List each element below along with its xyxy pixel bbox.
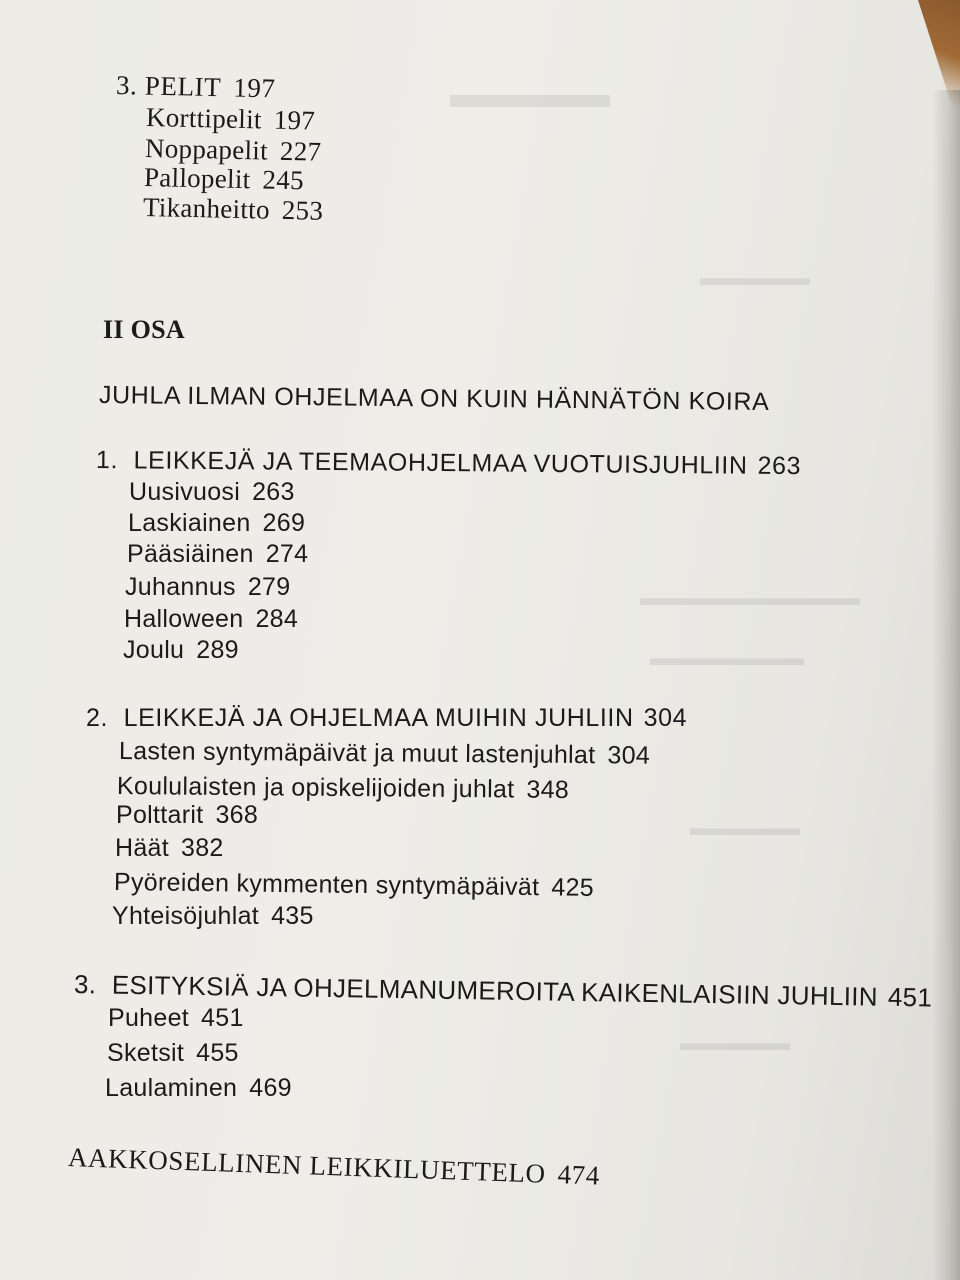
bleed-through-mark: ▬▬▬▬▬	[680, 1030, 790, 1055]
toc-entry-title: Joulu	[123, 636, 185, 664]
toc-entry-page: 368	[215, 801, 259, 829]
toc-entry-title: Lasten syntymäpäivät ja muut lastenjuhlat	[118, 737, 596, 770]
chapter-page: 263	[757, 451, 802, 481]
toc-entry-title: Häät	[115, 834, 170, 862]
toc-entry-page: 263	[252, 478, 295, 506]
toc-entry	[112, 902, 314, 931]
toc-entry-title: AAKKOSELLINEN LEIKKILUETTELO	[67, 1142, 547, 1189]
toc-entry-title: Koululaisten ja opiskelijoiden juhlat	[116, 772, 515, 804]
toc-entry-title: Uusivuosi	[129, 478, 241, 506]
toc-entry-page: 382	[181, 834, 224, 862]
chapter-title: ESITYKSIÄ JA OHJELMANUMEROITA KAIKENLAISIIN JUHLIIN	[111, 969, 879, 1012]
toc-entry	[114, 868, 594, 903]
toc-entry	[146, 102, 316, 137]
toc-entry-page: 197	[273, 104, 316, 136]
bleed-through-mark: ▬▬▬▬▬▬▬▬▬▬	[640, 585, 860, 610]
toc-entry-page: 304	[607, 741, 651, 770]
toc-entry	[128, 509, 305, 538]
toc-entry-page: 269	[262, 509, 306, 537]
toc-entry	[115, 834, 224, 863]
chapter-number: 2.	[86, 704, 109, 732]
toc-entry	[125, 573, 290, 602]
chapter-page: 304	[643, 704, 688, 732]
toc-entry	[116, 801, 258, 830]
toc-entry	[124, 605, 298, 634]
toc-entry	[123, 636, 239, 665]
part-subtitle: JUHLA ILMAN OHJELMAA ON KUIN HÄNNÄTÖN KOIRA	[98, 381, 770, 417]
toc-entry	[108, 1004, 244, 1033]
toc-entry-title: Polttarit	[116, 801, 204, 829]
chapter-title: LEIKKEJÄ JA OHJELMAA MUIHIN JUHLIIN	[123, 704, 634, 732]
toc-entry-page: 197	[232, 72, 276, 104]
toc-entry-page: 279	[247, 573, 291, 601]
toc-entry-title: 3. PELIT	[115, 70, 222, 103]
toc-entry-title: Puheet	[108, 1004, 190, 1032]
toc-entry-page: 455	[196, 1039, 239, 1067]
toc-entry-title: Laskiainen	[128, 509, 251, 537]
toc-chapter-heading	[96, 446, 801, 481]
toc-entry-page: 451	[201, 1004, 244, 1032]
toc-entry-title: Laulaminen	[105, 1074, 238, 1102]
part-label: II OSA	[103, 315, 185, 344]
toc-entry-title: Pyöreiden kymmenten syntymäpäivät	[113, 868, 540, 902]
toc-chapter-heading	[86, 704, 687, 733]
toc-entry	[107, 1039, 239, 1068]
toc-entry-page: 274	[265, 540, 309, 568]
toc-entry-title: Tikanheitto	[142, 192, 271, 225]
toc-index-entry	[67, 1142, 600, 1192]
page-edge-shadow	[932, 90, 960, 1280]
bleed-through-mark: ▬▬▬▬▬▬▬	[650, 645, 804, 670]
toc-entry-title: Pääsiäinen	[127, 540, 254, 568]
toc-entry-title: Yhteisöjuhlat	[112, 902, 260, 930]
bleed-through-mark: ▬▬▬▬▬	[690, 815, 800, 840]
toc-entry-page: 435	[271, 902, 314, 930]
toc-entry	[129, 478, 295, 507]
toc-section-heading	[116, 70, 276, 104]
toc-entry-page: 348	[526, 775, 570, 804]
toc-entry-page: 245	[262, 164, 305, 196]
toc-entry-page: 253	[281, 194, 324, 226]
toc-entry-title: Halloween	[124, 605, 244, 633]
chapter-page: 451	[887, 981, 933, 1013]
toc-entry-title: Noppapelit	[144, 133, 269, 166]
toc-entry	[143, 192, 324, 227]
toc-entry-page: 425	[551, 873, 595, 902]
bleed-through-mark: ▬▬▬▬	[450, 71, 610, 116]
toc-entry	[144, 162, 305, 196]
chapter-number: 1.	[95, 446, 119, 475]
toc-entry	[127, 540, 308, 569]
toc-entry-title: Juhannus	[125, 573, 236, 601]
toc-entry-title: Pallopelit	[143, 162, 251, 195]
toc-entry-page: 469	[249, 1074, 292, 1102]
toc-entry-page: 289	[196, 636, 239, 664]
toc-entry-page: 284	[255, 605, 299, 633]
toc-entry	[105, 1074, 292, 1103]
toc-entry	[117, 772, 569, 805]
toc-entry-page: 227	[279, 135, 322, 167]
toc-entry-page: 474	[557, 1159, 601, 1191]
chapter-title: LEIKKEJÄ JA TEEMAOHJELMAA VUOTUISJUHLIIN	[133, 446, 748, 480]
toc-entry	[119, 737, 650, 771]
bleed-through-mark: ▬▬▬▬▬	[700, 265, 810, 290]
toc-entry-title: Korttipelit	[145, 102, 263, 135]
toc-entry-title: Sketsit	[107, 1039, 185, 1067]
chapter-number: 3.	[73, 969, 97, 1000]
